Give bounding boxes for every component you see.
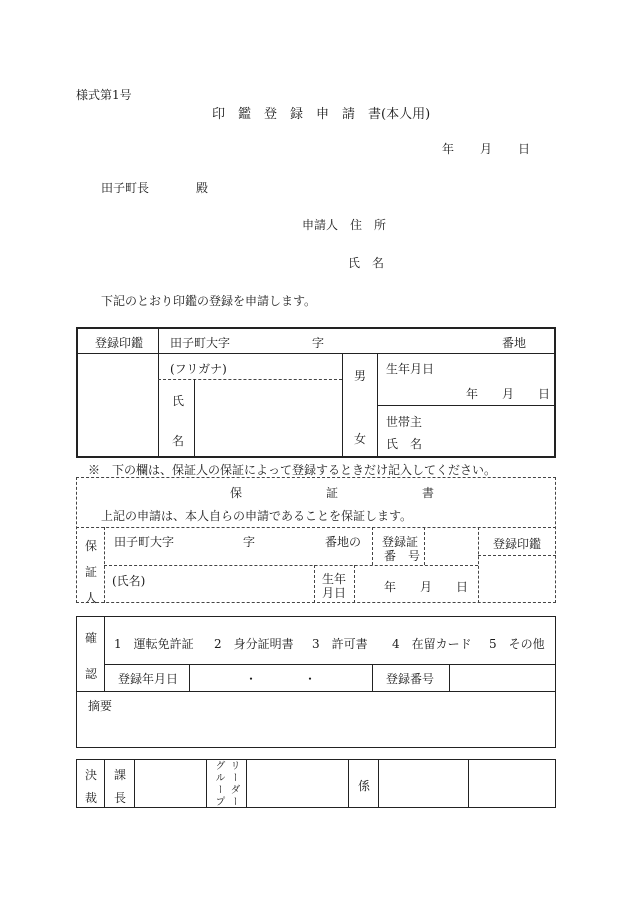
guarantor-birth-year: 年 [384, 580, 397, 594]
confirm-label-bottom: 認 [85, 667, 98, 681]
guarantee-vline-4 [478, 527, 479, 603]
confirm-option-4: 4 在留カード [392, 637, 472, 651]
confirm-option-3: 3 許可書 [312, 637, 368, 651]
chief-label-bottom: 長 [114, 791, 127, 805]
reg-divider-2 [342, 353, 343, 458]
guarantor-birth-label-1: 生年 [322, 572, 347, 586]
confirm-vline-2 [189, 664, 190, 691]
confirm-hline-2 [76, 691, 556, 692]
date-year: 年 [442, 142, 455, 156]
applicant-name-label: 氏 名 [348, 256, 385, 270]
confirm-hline-1 [104, 664, 556, 665]
guarantor-address-town: 田子町大字 [114, 535, 175, 549]
form-title-suffix: (本人用) [381, 107, 431, 122]
guarantor-address-banchi: 番地の [325, 535, 362, 549]
registration-number-label: 登録番号 [386, 672, 435, 686]
birthdate-fields [466, 385, 550, 402]
group-leader-label [212, 760, 240, 808]
name-label-divider [194, 379, 195, 458]
birth-month: 月 [502, 387, 515, 401]
name-label-bottom: 名 [172, 434, 185, 448]
guarantor-label: 保証人 [84, 539, 97, 605]
approval-label-bottom: 裁 [85, 791, 98, 805]
staff-label: 係 [358, 779, 371, 793]
approval-vline-4 [246, 759, 247, 808]
household-head-label: 世帯主 [386, 415, 423, 429]
approval-box [76, 759, 556, 808]
cert-number-label-1: 登録証 [382, 535, 419, 549]
remarks-label: 摘要 [88, 699, 113, 713]
form-title-main: 印 鑑 登 録 申 請 書 [212, 107, 382, 122]
chief-label-top: 課 [114, 768, 127, 782]
date-day: 日 [518, 142, 531, 156]
confirm-vline [104, 616, 105, 691]
guarantee-vline-2 [372, 527, 373, 565]
confirm-label-top: 確 [85, 631, 98, 645]
guarantee-statement: 上記の申請は、本人自らの申請であることを保証します。 [101, 509, 413, 523]
guarantee-line-2 [104, 565, 478, 566]
confirm-option-5: 5 その他 [489, 637, 545, 651]
guarantor-birth-month: 月 [420, 580, 433, 594]
guarantor-note: ※ 下の欄は、保証人の保証によって登録するときだけ記入してください。 [88, 463, 497, 477]
guarantor-name-label: (氏名) [112, 574, 146, 588]
guarantor-birth-label-2: 月日 [322, 586, 347, 600]
address-banchi: 番地 [502, 336, 527, 350]
approval-vline-3 [206, 759, 207, 808]
guarantee-title: 保 証 書 [230, 486, 435, 500]
female-label: 女 [354, 432, 367, 446]
date-month: 月 [480, 142, 493, 156]
furigana-line [158, 379, 342, 380]
date-dot-2: ・ [304, 672, 317, 686]
approval-vline-1 [104, 759, 105, 808]
group-leader-col2: グループ [213, 760, 224, 808]
guarantee-line-3 [478, 555, 556, 556]
confirm-option-2: 2 身分証明書 [214, 637, 294, 651]
group-leader-col1: リーダー [228, 760, 239, 808]
approval-label-top: 決 [85, 768, 98, 782]
male-label: 男 [354, 369, 367, 383]
guarantee-line-1 [76, 527, 556, 528]
address-town: 田子町大字 [170, 336, 231, 350]
reg-divider-1 [158, 327, 159, 458]
guarantee-vline-3 [424, 527, 425, 565]
furigana-label: (フリガナ) [170, 362, 227, 376]
applicant-address-label: 申請人 住 所 [302, 218, 387, 232]
confirm-option-1: 1 運転免許証 [114, 637, 194, 651]
form-number: 様式第1号 [76, 88, 132, 102]
reg-row-line [76, 353, 556, 354]
confirm-vline-3 [372, 664, 373, 691]
confirm-vline-4 [449, 664, 450, 691]
birth-day: 日 [538, 387, 551, 401]
household-name-label: 氏 名 [386, 437, 423, 451]
guarantor-birth-day: 日 [456, 580, 469, 594]
guarantor-seal-label: 登録印鑑 [493, 537, 542, 551]
form-title [212, 103, 430, 122]
guarantee-vline-6 [354, 565, 355, 603]
birth-year: 年 [466, 387, 479, 401]
guarantor-address-aza: 字 [243, 535, 256, 549]
cert-number-label-2: 番 号 [384, 549, 421, 563]
request-sentence: 下記のとおり印鑑の登録を申請します。 [101, 294, 317, 308]
address-aza: 字 [312, 336, 325, 350]
birthdate-label: 生年月日 [386, 362, 435, 376]
addressee: 田子町長 [101, 181, 150, 195]
honorific: 殿 [196, 181, 209, 195]
approval-vline-5 [348, 759, 349, 808]
seal-label: 登録印鑑 [95, 336, 144, 350]
approval-vline-6 [378, 759, 379, 808]
household-line [377, 405, 556, 406]
guarantor-birth-fields [384, 578, 468, 595]
date-line [442, 140, 530, 157]
guarantee-vline-5 [314, 565, 315, 603]
date-dot-1: ・ [245, 672, 258, 686]
approval-vline-7 [468, 759, 469, 808]
name-label-top: 氏 [172, 394, 185, 408]
approval-vline-2 [134, 759, 135, 808]
registration-date-label: 登録年月日 [118, 672, 179, 686]
